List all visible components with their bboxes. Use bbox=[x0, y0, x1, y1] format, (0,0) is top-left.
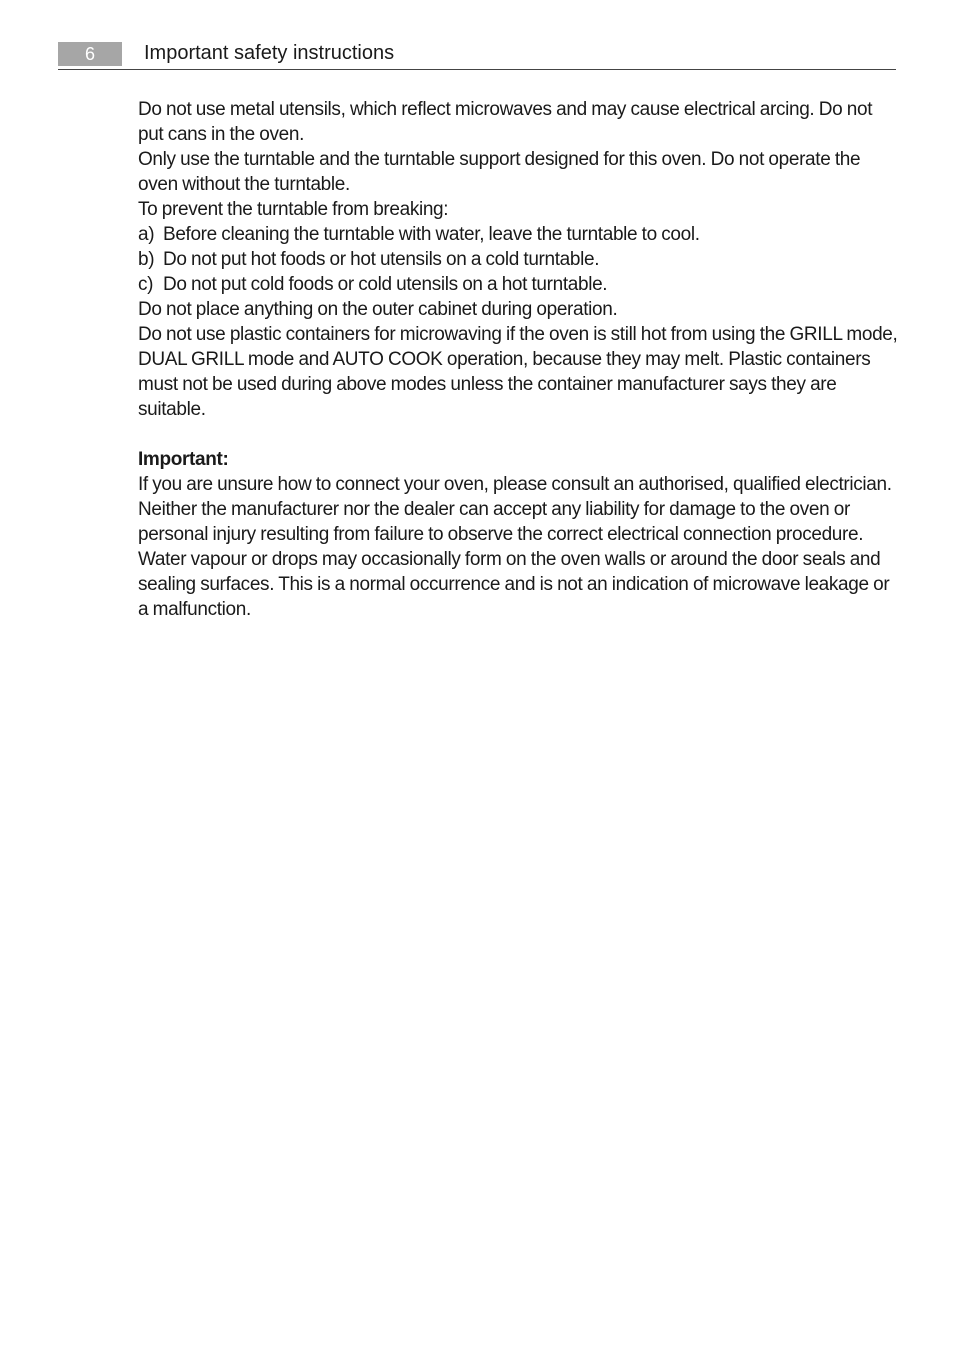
page-number: 6 bbox=[58, 42, 122, 66]
paragraph-turntable-only: Only use the turntable and the turntable support designed for this oven. Do not operate the oven without the turntable. bbox=[138, 149, 861, 195]
section-title: Important safety instructions bbox=[144, 42, 395, 64]
paragraph-spacer bbox=[138, 422, 898, 447]
paragraph-outer-cabinet: Do not place anything on the outer cabinet during operation. bbox=[138, 299, 618, 320]
page-header bbox=[58, 40, 896, 70]
paragraph-turntable-breaking: To prevent the turntable from breaking: bbox=[138, 199, 449, 220]
paragraph-electrician: If you are unsure how to connect your oven, please consult an authorised, qualified electrician. bbox=[138, 474, 892, 495]
list-marker: b) bbox=[138, 249, 155, 270]
paragraph-liability: Neither the manufacturer nor the dealer can accept any liability for damage to the oven or personal injury resulting from failure to observe the correct electrical connection procedure. bbox=[138, 499, 864, 545]
important-heading: Important: bbox=[138, 449, 229, 470]
list-item bbox=[138, 247, 898, 272]
paragraph-water-vapour: Water vapour or drops may occasionally form on the oven walls or around the door seals and sealing surfaces. This is a normal occurrence and is not an indication of microwave leakage or a malfunction. bbox=[138, 549, 890, 620]
paragraph-plastic-containers: Do not use plastic containers for microwaving if the oven is still hot from using the GRILL mode, DUAL GRILL mode and AUTO COOK operation, because they may melt. Plastic containers must not be used during above modes unless the container manufacturer says they are suitable. bbox=[138, 324, 898, 420]
list-item bbox=[138, 222, 898, 247]
list-item bbox=[138, 272, 898, 297]
list-item-text: Before cleaning the turntable with water, leave the turntable to cool. bbox=[163, 224, 700, 245]
list-item-text: Do not put cold foods or cold utensils on a hot turntable. bbox=[163, 274, 608, 295]
body-text bbox=[138, 97, 898, 622]
list-marker: c) bbox=[138, 274, 154, 295]
list-item-text: Do not put hot foods or hot utensils on a cold turntable. bbox=[163, 249, 600, 270]
list-marker: a) bbox=[138, 224, 155, 245]
paragraph-metal-utensils: Do not use metal utensils, which reflect microwaves and may cause electrical arcing. Do not put cans in the oven. bbox=[138, 99, 873, 145]
